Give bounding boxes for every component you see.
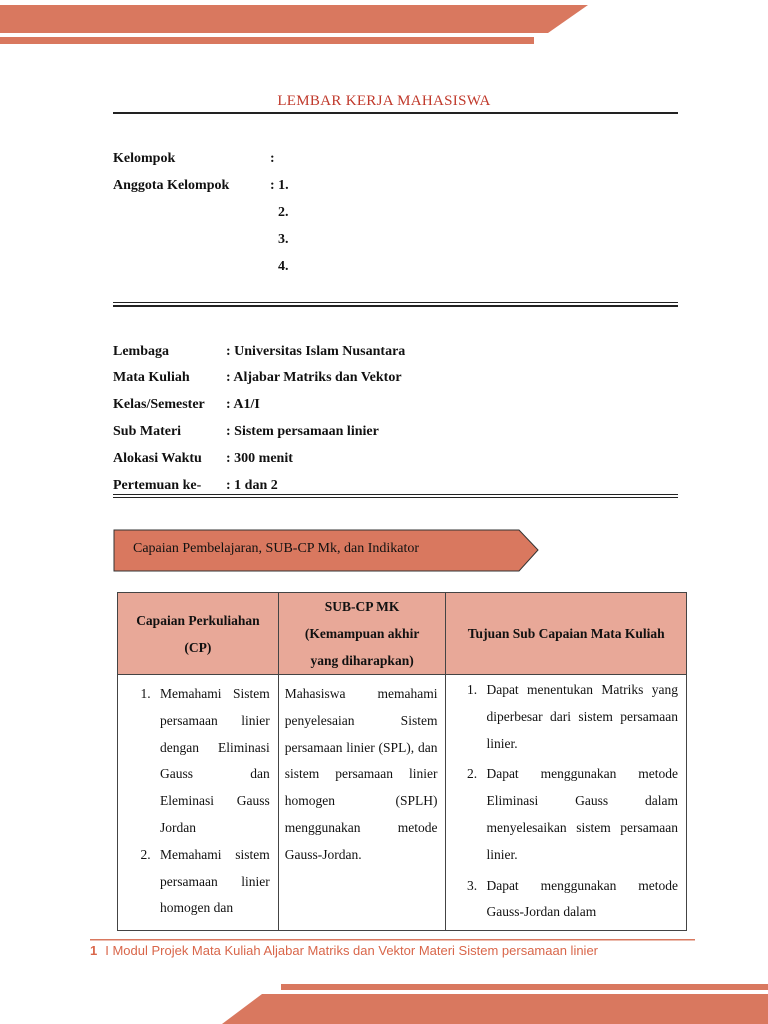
- tujuan-cell: [446, 675, 687, 931]
- header-tujuan: Tujuan Sub Capaian Mata Kuliah: [446, 593, 687, 675]
- cp-cell: [118, 675, 279, 931]
- cp-list: [124, 681, 270, 922]
- kelompok-label: Kelompok: [113, 151, 176, 166]
- member-2: 2.: [278, 205, 289, 220]
- member-4: 4.: [278, 259, 289, 274]
- info-divider-bottom: [113, 497, 678, 498]
- footer: [90, 943, 598, 958]
- info-label: Sub Materi: [113, 424, 182, 439]
- page-title: LEMBAR KERJA MAHASISWA: [277, 93, 491, 109]
- info-value: : A1/I: [226, 397, 260, 412]
- list-item: 3. Dapat menggunakan metode Gauss-Jordan dalam: [480, 873, 678, 927]
- list-item: 2. Memahami sistem persamaan linier homogen dan: [154, 842, 270, 922]
- info-label: Mata Kuliah: [113, 370, 190, 385]
- capaian-table: [117, 592, 687, 931]
- header-decoration: [0, 0, 768, 50]
- header-subcp-line: yang diharapkan): [310, 653, 414, 668]
- info-value: : 1 dan 2: [226, 478, 278, 493]
- info-label: Lembaga: [113, 344, 169, 359]
- divider-top: [113, 302, 678, 303]
- table-header-row: [118, 593, 687, 675]
- list-item: 1. Dapat menentukan Matriks yang diperbesar dari sistem persamaan linier.: [480, 677, 678, 757]
- section-heading: Capaian Pembelajaran, SUB-CP Mk, dan Indikator: [133, 541, 420, 556]
- kelompok-value: :: [270, 151, 275, 166]
- header-cp: [118, 593, 279, 675]
- info-divider-top: [113, 494, 678, 495]
- title-underline: [113, 112, 678, 114]
- info-value: : 300 menit: [226, 451, 293, 466]
- info-value: : Sistem persamaan linier: [226, 424, 379, 439]
- anggota-label: Anggota Kelompok: [113, 178, 230, 193]
- header-subcp: [278, 593, 446, 675]
- member-3: 3.: [278, 232, 289, 247]
- tujuan-list: [452, 677, 678, 926]
- header-subcp-line: SUB-CP MK: [324, 599, 400, 614]
- member-1: : 1.: [270, 178, 289, 193]
- table-row: [118, 675, 687, 931]
- footer-text: I Modul Projek Mata Kuliah Aljabar Matriks dan Vektor Materi Sistem persamaan linier: [105, 943, 599, 958]
- header-cp-line: (CP): [184, 639, 212, 655]
- header-subcp-line: (Kemampuan akhir: [304, 626, 420, 641]
- header-cp-line: Capaian Perkuliahan: [136, 612, 260, 628]
- info-value: : Universitas Islam Nusantara: [226, 344, 406, 359]
- list-item: 2. Dapat menggunakan metode Eliminasi Gauss dalam menyelesaikan sistem persamaan linier.: [480, 761, 678, 868]
- divider-bottom: [113, 305, 678, 307]
- info-label: Pertemuan ke-: [113, 478, 202, 493]
- subcp-cell: Mahasiswa memahami penyelesaian Sistem persamaan linier (SPL), dan sistem persamaan linier homogen (SPLH) menggunakan metode Gauss-Jordan.: [278, 675, 446, 931]
- info-label: Alokasi Waktu: [113, 451, 202, 466]
- info-label: Kelas/Semester: [113, 397, 205, 412]
- page-number: 1: [90, 943, 98, 958]
- footer-line: [0, 938, 768, 942]
- info-value: : Aljabar Matriks dan Vektor: [226, 370, 402, 385]
- list-item: 1. Memahami Sistem persamaan linier dengan Eliminasi Gauss dan Eleminasi Gauss Jordan: [154, 681, 270, 842]
- footer-decoration: [0, 980, 768, 1024]
